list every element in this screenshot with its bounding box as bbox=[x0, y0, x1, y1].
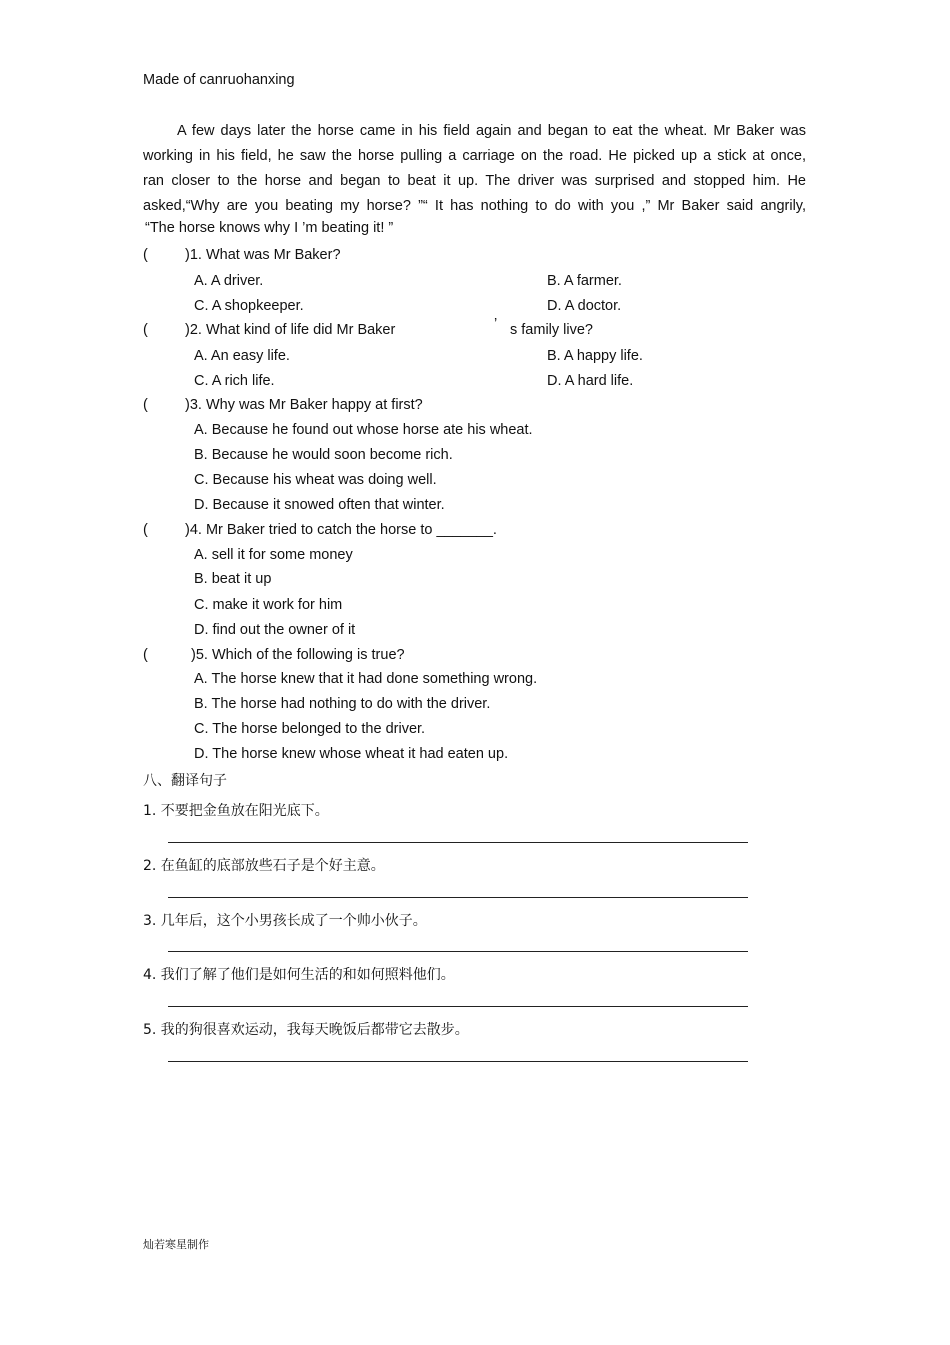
passage-line-1: A few days later the horse came in his field again and began to eat the wheat. Mr Baker was bbox=[177, 123, 806, 139]
translation-item-4: 4. 我们了解了他们是如何生活的和如何照料他们。 bbox=[143, 967, 455, 983]
answer-line-4 bbox=[168, 1006, 748, 1007]
question-3-option-d: D. Because it snowed often that winter. bbox=[194, 497, 445, 513]
passage-line-4: asked,“Why are you beating my horse? ”“ It has nothing to do with you ,” Mr Baker said angrily, bbox=[143, 198, 806, 214]
question-2-paren: ( bbox=[143, 322, 148, 338]
question-1-option-c: C. A shopkeeper. bbox=[194, 298, 304, 314]
question-3-option-c: C. Because his wheat was doing well. bbox=[194, 472, 437, 488]
question-4-option-a: A. sell it for some money bbox=[194, 547, 353, 563]
question-1-option-a: A. A driver. bbox=[194, 273, 264, 289]
question-2-option-b: B. A happy life. bbox=[547, 348, 643, 364]
question-5-option-b: B. The horse had nothing to do with the driver. bbox=[194, 696, 491, 712]
question-2-apostrophe: ’ bbox=[494, 316, 498, 332]
question-3-text: )3. Why was Mr Baker happy at first? bbox=[185, 397, 423, 413]
section-title: 八、翻译句子 bbox=[143, 773, 227, 789]
question-2-option-d: D. A hard life. bbox=[547, 373, 634, 389]
page-footer: 灿若寒星制作 bbox=[143, 1238, 209, 1251]
answer-line-5 bbox=[168, 1061, 748, 1062]
question-5-text: )5. Which of the following is true? bbox=[191, 647, 405, 663]
question-2-option-c: C. A rich life. bbox=[194, 373, 275, 389]
answer-line-3 bbox=[168, 951, 748, 952]
question-4-paren: ( bbox=[143, 522, 148, 538]
question-5-option-a: A. The horse knew that it had done something wrong. bbox=[194, 671, 538, 687]
question-5-option-c: C. The horse belonged to the driver. bbox=[194, 721, 426, 737]
question-1-option-b: B. A farmer. bbox=[547, 273, 622, 289]
question-2-text: )2. What kind of life did Mr Baker bbox=[185, 322, 396, 338]
translation-item-2: 2. 在鱼缸的底部放些石子是个好主意。 bbox=[143, 858, 385, 874]
question-4-option-c: C. make it work for him bbox=[194, 597, 343, 613]
question-1-text: )1. What was Mr Baker? bbox=[185, 247, 341, 263]
question-4-option-d: D. find out the owner of it bbox=[194, 622, 356, 638]
question-1-option-d: D. A doctor. bbox=[547, 298, 622, 314]
question-3-option-a: A. Because he found out whose horse ate his wheat. bbox=[194, 422, 533, 438]
translation-item-5: 5. 我的狗很喜欢运动，我每天晚饭后都带它去散步。 bbox=[143, 1022, 469, 1038]
translation-item-3: 3. 几年后，这个小男孩长成了一个帅小伙子。 bbox=[143, 913, 427, 929]
question-3-option-b: B. Because he would soon become rich. bbox=[194, 447, 453, 463]
question-2-option-a: A. An easy life. bbox=[194, 348, 290, 364]
question-4-text: )4. Mr Baker tried to catch the horse to _______. bbox=[185, 522, 497, 538]
question-1-paren: ( bbox=[143, 247, 148, 263]
passage-line-5: “The horse knows why I ’m beating it! ” bbox=[145, 220, 394, 236]
answer-line-2 bbox=[168, 897, 748, 898]
passage-line-2: working in his field, he saw the horse pulling a carriage on the road. He picked up a stick at once, bbox=[143, 148, 806, 164]
question-3-paren: ( bbox=[143, 397, 148, 413]
question-4-option-b: B. beat it up bbox=[194, 571, 272, 587]
answer-line-1 bbox=[168, 842, 748, 843]
question-2-text-tail: s family live? bbox=[510, 322, 593, 338]
page-header: Made of canruohanxing bbox=[143, 72, 295, 88]
question-5-option-d: D. The horse knew whose wheat it had eaten up. bbox=[194, 746, 509, 762]
passage-line-3: ran closer to the horse and began to beat it up. The driver was surprised and stopped him. He bbox=[143, 173, 806, 189]
question-5-paren: ( bbox=[143, 647, 148, 663]
translation-item-1: 1. 不要把金鱼放在阳光底下。 bbox=[143, 803, 329, 819]
